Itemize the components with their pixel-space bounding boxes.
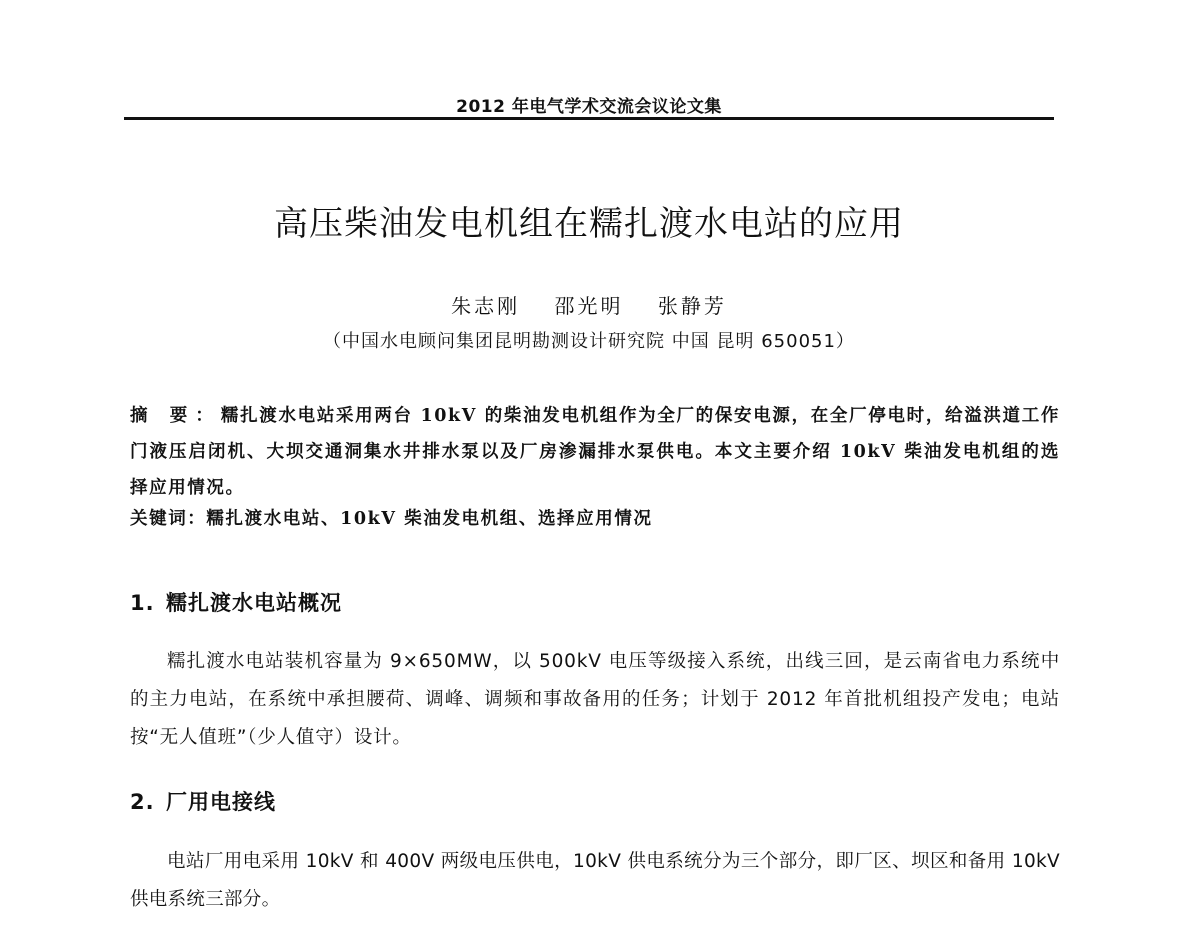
author-name: 朱志刚 bbox=[451, 294, 521, 318]
section-heading bbox=[130, 786, 276, 816]
section-paragraph: 电站厂用电采用 10kV 和 400V 两级电压供电，10kV 供电系统分为三个部分，即厂区、坝区和备用 10kV 供电系统三部分。 bbox=[130, 851, 1060, 910]
running-header: 2012 年电气学术交流会议论文集 bbox=[456, 97, 722, 117]
abstract bbox=[130, 398, 1060, 506]
section-number: 2. bbox=[130, 790, 155, 814]
author-list bbox=[0, 290, 1178, 319]
keywords-text: 糯扎渡水电站、10kV 柴油发电机组、选择应用情况 bbox=[206, 509, 653, 529]
keywords bbox=[130, 507, 1060, 531]
section-paragraph: 糯扎渡水电站装机容量为 9×650MW，以 500kV 电压等级接入系统，出线三回，是云南省电力系统中的主力电站，在系统中承担腰荷、调峰、调频和事故备用的任务；计划于 2012 年首批机组投产发电；电站按“无人值班”（少人值守）设计。 bbox=[130, 651, 1060, 748]
author-name: 邵光明 bbox=[554, 294, 624, 318]
author-name: 张静芳 bbox=[657, 294, 727, 318]
section-title: 厂用电接线 bbox=[166, 790, 276, 814]
section-title: 糯扎渡水电站概况 bbox=[166, 591, 342, 615]
affiliation: （中国水电顾问集团昆明勘测设计研究院 中国 昆明 650051） bbox=[323, 331, 855, 352]
section-number: 1. bbox=[130, 591, 155, 615]
header-rule bbox=[124, 117, 1054, 120]
section-heading bbox=[130, 587, 342, 617]
abstract-label: 摘 要： bbox=[130, 406, 221, 426]
keywords-label: 关键词： bbox=[130, 509, 207, 529]
paper-title: 高压柴油发电机组在糯扎渡水电站的应用 bbox=[274, 204, 904, 244]
abstract-text: 糯扎渡水电站采用两台 10kV 的柴油发电机组作为全厂的保安电源，在全厂停电时，给溢洪道工作门液压启闭机、大坝交通洞集水井排水泵以及厂房渗漏排水泵供电。本文主要介绍 10kV 柴油发电机组的选择应用情况。 bbox=[130, 406, 1061, 498]
